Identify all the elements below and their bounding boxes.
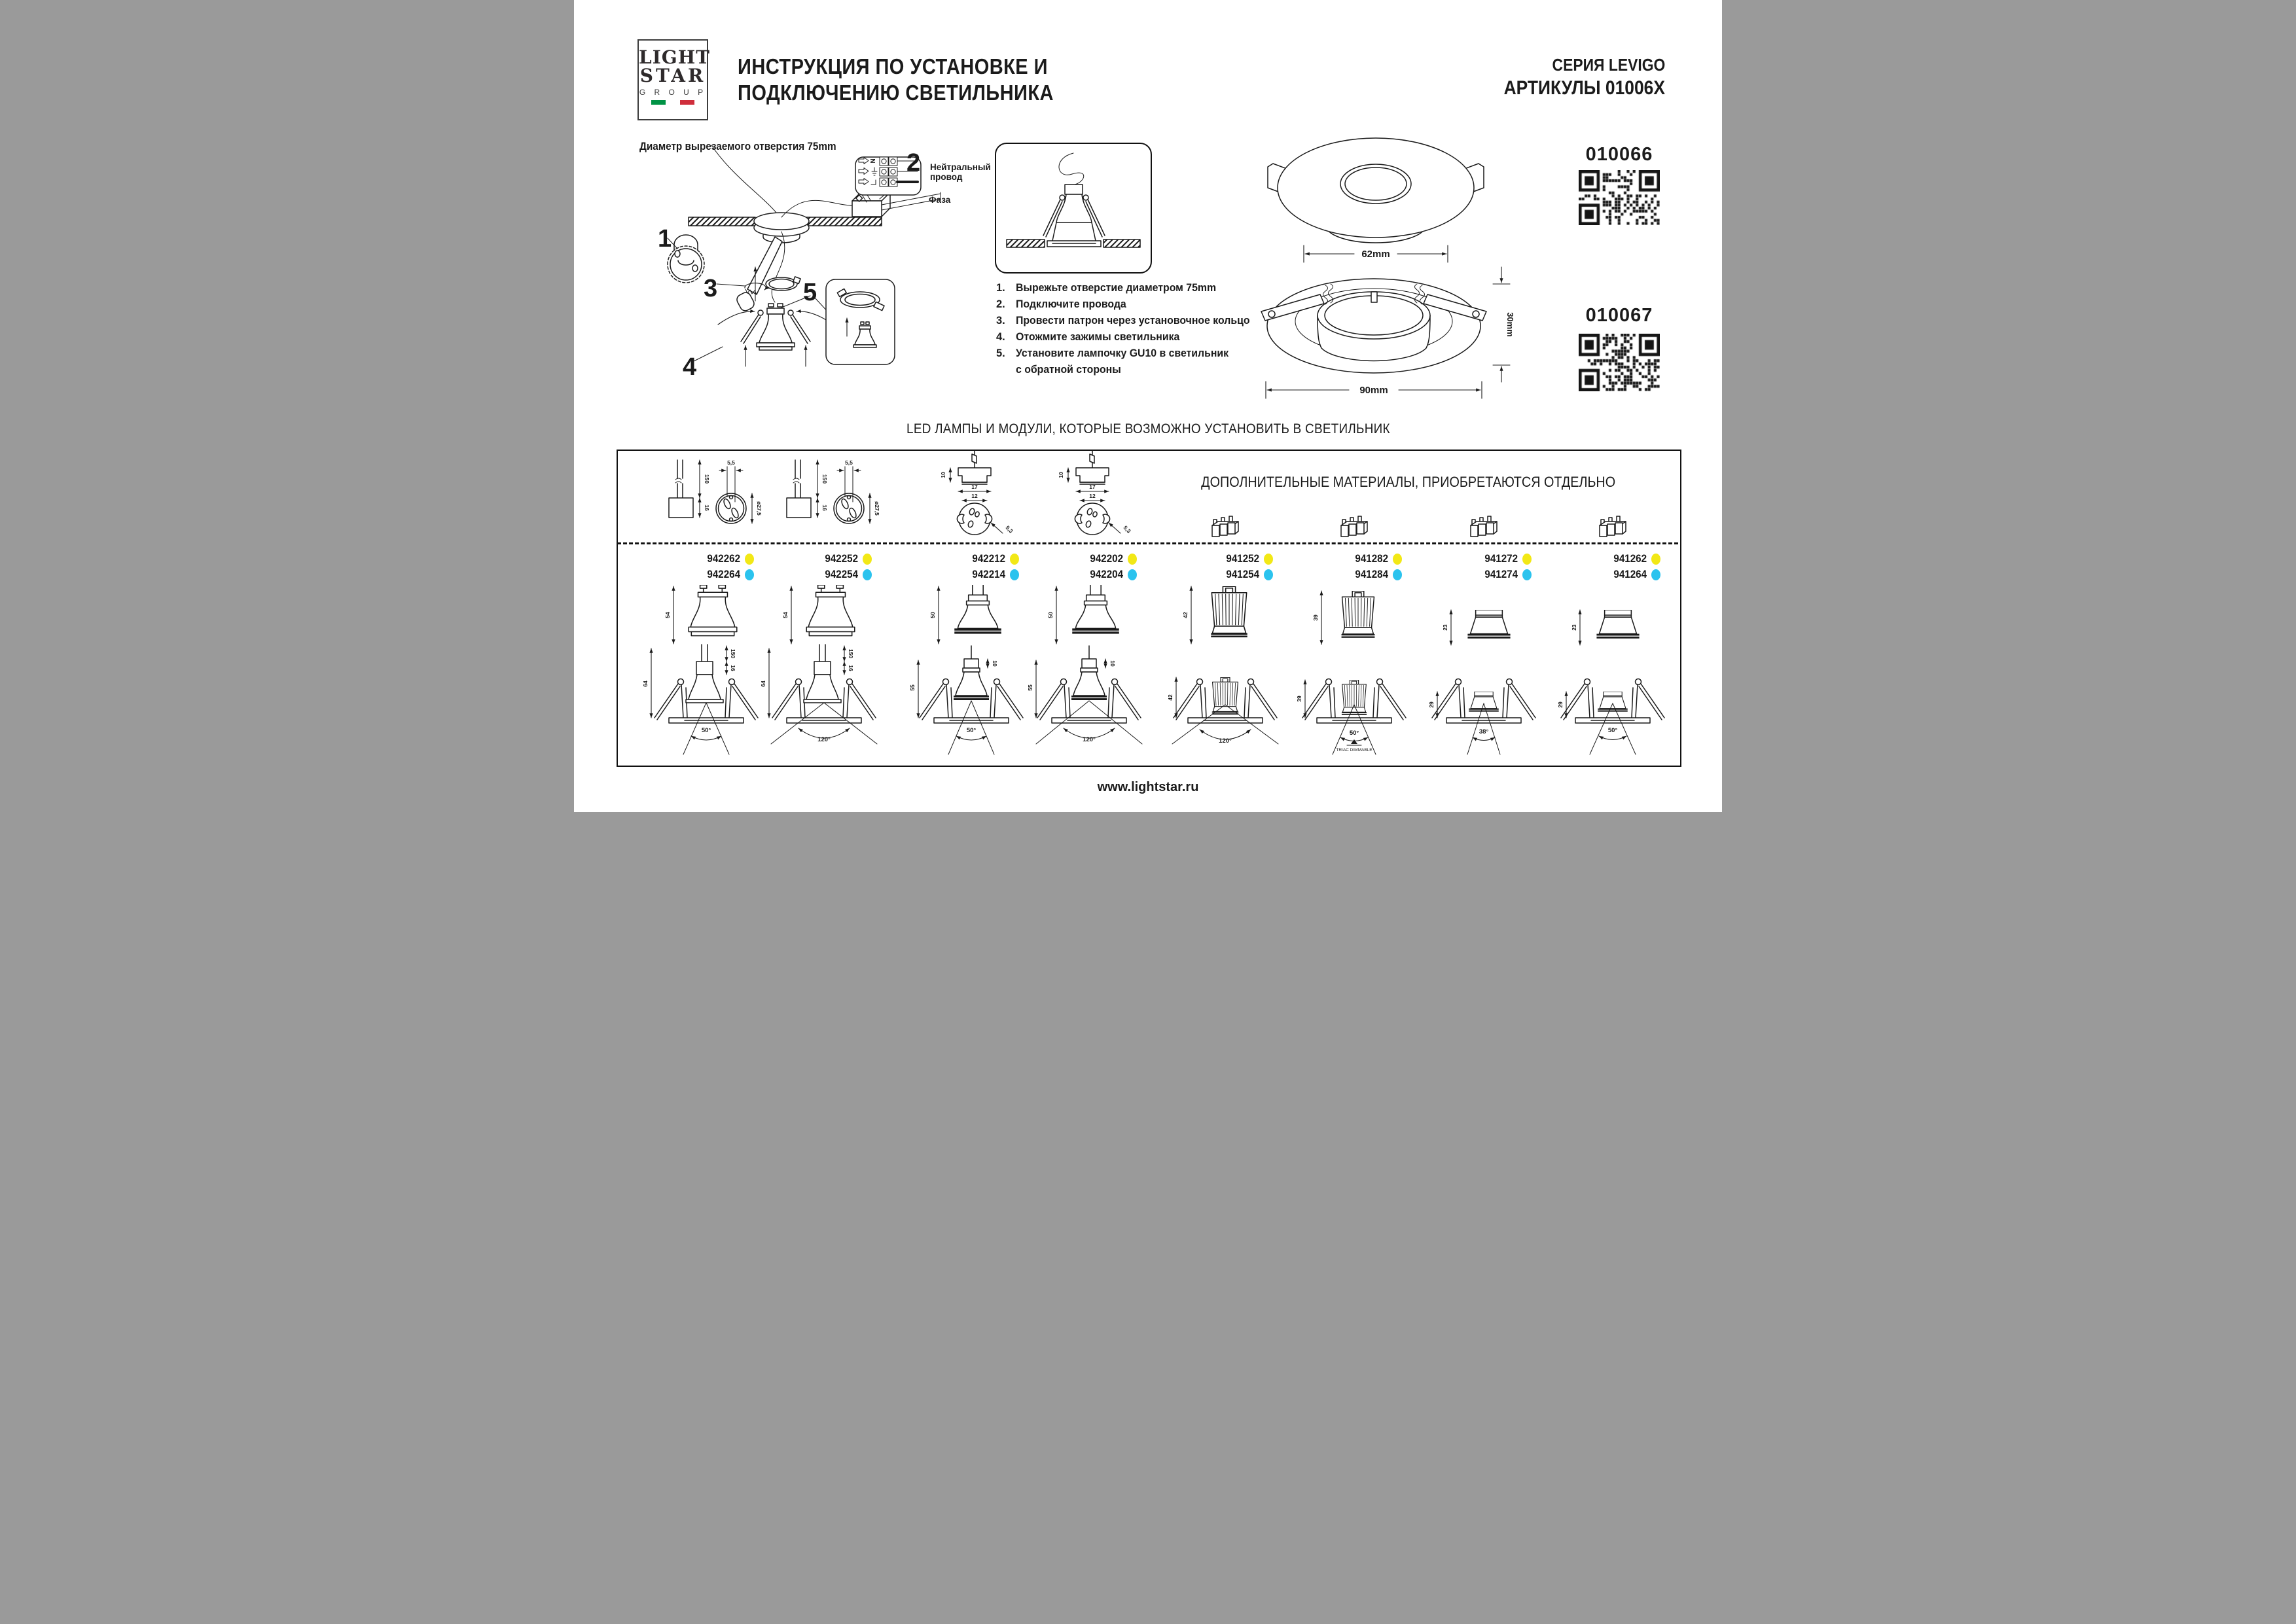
step-marker-3: 3 [704, 275, 718, 302]
dim-label: 29 [1428, 701, 1435, 708]
article-number: 941284 [1355, 569, 1388, 580]
dim-label: 150 [730, 648, 736, 659]
articles-label: АРТИКУЛЫ 01006X [1503, 77, 1665, 99]
instruction-step: 4. Отожмите зажимы светильника [996, 331, 1180, 343]
instruction-list [996, 280, 1250, 378]
warm-white-dot-icon [1651, 554, 1660, 565]
warm-white-dot-icon [1128, 554, 1137, 565]
lamp-column-942262 [644, 450, 768, 764]
article-list [1562, 553, 1660, 584]
instruction-sheet-page [574, 0, 1722, 812]
instruction-step: с обратной стороны [1016, 364, 1121, 376]
lamp-height-label: 39 [1312, 614, 1319, 621]
title-line-1: ИНСТРУКЦИЯ ПО УСТАНОВКЕ И [738, 54, 1048, 79]
step-marker-2: 2 [906, 149, 921, 177]
title-line-2: ПОДКЛЮЧЕНИЮ СВЕТИЛЬНИКА [738, 80, 1054, 105]
cool-white-dot-icon [1651, 569, 1660, 580]
lamp-column-942202 [1027, 450, 1151, 764]
lamp-column-941262 [1551, 450, 1675, 764]
warm-white-dot-icon [1522, 554, 1532, 565]
installed-fixture-drawing [644, 644, 768, 756]
cool-white-dot-icon [1128, 569, 1137, 580]
lamp-height-label: 50 [929, 612, 936, 618]
installed-fixture-drawing [762, 644, 886, 756]
article-number: 941252 [1226, 553, 1259, 565]
mr16-lamp-drawing [1047, 584, 1128, 649]
installed-fixture-drawing [1422, 644, 1546, 756]
article-number: 942202 [1090, 553, 1123, 565]
gu10-lamp-drawing [782, 584, 863, 649]
warm-white-dot-icon [1393, 554, 1402, 565]
wire-connector-icon [1206, 512, 1245, 543]
dim-label: 39 [1296, 696, 1302, 702]
dim-label: 5,5 [727, 459, 735, 466]
article-number: 941272 [1484, 553, 1518, 565]
dim-label: 64 [760, 680, 766, 687]
logo-word-star: STAR [639, 65, 706, 86]
dim-label: 150 [704, 474, 710, 484]
led-module-drawing [1444, 584, 1523, 649]
cool-white-dot-icon [863, 569, 872, 580]
article-number: 942264 [707, 569, 740, 580]
phase-label: Фаза [929, 195, 951, 205]
logo-word-group: G R O U P [639, 88, 707, 97]
dim-top-width-label: 62mm [1361, 249, 1390, 260]
beam-angle-label: 50° [1349, 730, 1359, 737]
fixture-overview-box [995, 143, 1152, 274]
beam-angle-label: 120° [1219, 737, 1232, 745]
triac-dimmable-label: TRIAC DIMMABLE [1336, 748, 1372, 752]
led-module-drawing [1573, 584, 1652, 649]
instruction-step: 1. Вырежьте отверстие диаметром 75mm [996, 282, 1217, 294]
beam-angle-label: 50° [701, 727, 711, 734]
qr-article-010067: 010067 [1585, 305, 1653, 326]
dim-label: 5,3 [1004, 524, 1014, 535]
lamp-column-942252 [762, 450, 886, 764]
product-top-view-drawing [1248, 128, 1503, 268]
cool-white-dot-icon [745, 569, 754, 580]
dim-label: 17 [971, 484, 978, 490]
dim-label: 150 [821, 474, 828, 484]
website-url: www.lightstar.ru [1097, 780, 1199, 794]
led-module-drawing [1312, 588, 1393, 649]
article-number: 941282 [1355, 553, 1388, 565]
lamp-height-label: 23 [1571, 624, 1577, 631]
article-number: 941274 [1484, 569, 1518, 580]
instruction-step: 5. Установите лампочку GU10 в светильник [996, 347, 1229, 359]
dim-label: 150 [848, 648, 854, 659]
dim-bottom-width-label: 90mm [1359, 385, 1388, 396]
neutral-wire-label: Нейтральный провод [930, 162, 991, 182]
qr-code-010067 [1579, 334, 1660, 391]
instruction-step: 3. Провести патрон через установочное кольцо [996, 315, 1250, 327]
series-label: СЕРИЯ LEVIGO [1552, 55, 1665, 75]
lamp-height-label: 54 [664, 612, 671, 618]
page-title [738, 54, 1097, 106]
dim-label: 55 [1027, 684, 1033, 691]
logo-word-light: LIGHT [639, 46, 710, 68]
article-list [656, 553, 754, 584]
lamp-height-label: 50 [1047, 612, 1054, 618]
article-number: 942212 [972, 553, 1005, 565]
article-list [1175, 553, 1273, 584]
installed-fixture-drawing [1292, 644, 1416, 756]
terminal-n-label: N [869, 158, 876, 164]
article-list [774, 553, 872, 584]
cool-white-dot-icon [1264, 569, 1273, 580]
warm-white-dot-icon [1010, 554, 1019, 565]
dim-label: 16 [730, 665, 736, 671]
step-marker-5: 5 [803, 279, 817, 306]
article-number: 942252 [825, 553, 858, 565]
lamp-column-941272 [1422, 450, 1546, 764]
dim-label: 10 [1058, 472, 1064, 478]
warm-white-dot-icon [863, 554, 872, 565]
dim-height-label: 30mm [1505, 312, 1515, 337]
beam-angle-label: 50° [1607, 727, 1618, 734]
mr16-socket-drawing [912, 451, 1030, 537]
article-number: 942214 [972, 569, 1005, 580]
dim-label: 10 [1109, 660, 1116, 667]
article-number: 942254 [825, 569, 858, 580]
lamp-column-941252 [1163, 450, 1287, 764]
wire-connector-icon [1464, 512, 1503, 543]
dim-label: 5,5 [845, 459, 853, 466]
product-bottom-view-drawing [1243, 260, 1515, 414]
lamp-height-label: 54 [782, 612, 789, 618]
dim-label: 64 [642, 680, 649, 687]
dim-label: 10 [992, 660, 998, 667]
lamp-column-942212 [909, 450, 1033, 764]
gu10-socket-drawing [647, 456, 765, 538]
wire-connector-icon [1593, 512, 1632, 543]
dim-label: 5,3 [1122, 524, 1132, 535]
dim-label: ø27,5 [874, 501, 880, 516]
article-number: 941264 [1613, 569, 1647, 580]
warm-white-dot-icon [1264, 554, 1273, 565]
beam-angle-label: 120° [817, 736, 831, 743]
fixture-overview-drawing [996, 144, 1151, 272]
step-marker-1: 1 [658, 225, 672, 253]
led-section-title: LED ЛАМПЫ И МОДУЛИ, КОТОРЫЕ ВОЗМОЖНО УСТАНОВИТЬ В СВЕТИЛЬНИК [906, 421, 1390, 436]
mr16-socket-drawing [1030, 451, 1148, 537]
article-number: 941254 [1226, 569, 1259, 580]
gu10-socket-drawing [765, 456, 883, 538]
beam-angle-label: 120° [1083, 736, 1096, 743]
lamp-height-label: 42 [1182, 612, 1189, 618]
lamp-column-941282 [1292, 450, 1416, 764]
wire-connector-icon [1335, 512, 1374, 543]
installed-fixture-drawing [1027, 644, 1151, 756]
article-number: 942204 [1090, 569, 1123, 580]
cool-white-dot-icon [1522, 569, 1532, 580]
beam-angle-label: 38° [1479, 728, 1489, 735]
installed-fixture-drawing [1163, 644, 1287, 756]
led-module-drawing [1182, 584, 1265, 649]
instruction-step: 2. Подключите провода [996, 298, 1126, 310]
qr-code-010066 [1579, 170, 1660, 225]
italian-flag-icon [651, 100, 694, 105]
article-list [1433, 553, 1532, 584]
dim-label: 55 [909, 684, 916, 691]
dim-label: 17 [1089, 484, 1096, 490]
lightstar-logo [637, 39, 708, 120]
hole-diameter-note: Диаметр вырезаемого отверстия 75mm [639, 140, 836, 152]
article-number: 942262 [707, 553, 740, 565]
installed-fixture-drawing [1551, 644, 1675, 756]
article-list [1039, 553, 1137, 584]
mr16-lamp-drawing [929, 584, 1011, 649]
dim-label: ø27,5 [756, 501, 762, 516]
warm-white-dot-icon [745, 554, 754, 565]
gu10-lamp-drawing [664, 584, 745, 649]
lamp-height-label: 23 [1442, 624, 1448, 631]
cool-white-dot-icon [1010, 569, 1019, 580]
dim-label: 42 [1167, 694, 1174, 701]
dim-label: 29 [1557, 701, 1564, 708]
qr-article-010066: 010066 [1585, 144, 1653, 165]
dim-label: 16 [704, 504, 710, 511]
step-marker-4: 4 [683, 353, 697, 381]
dim-label: 16 [848, 665, 854, 671]
dim-label: 12 [971, 493, 978, 499]
beam-angle-label: 50° [966, 727, 977, 734]
article-number: 941262 [1613, 553, 1647, 565]
article-list [1304, 553, 1402, 584]
dim-label: 12 [1089, 493, 1096, 499]
installed-fixture-drawing [909, 644, 1033, 756]
cool-white-dot-icon [1393, 569, 1402, 580]
extras-title: ДОПОЛНИТЕЛЬНЫЕ МАТЕРИАЛЫ, ПРИОБРЕТАЮТСЯ ОТДЕЛЬНО [1201, 474, 1616, 490]
article-list [921, 553, 1019, 584]
dim-label: 16 [821, 504, 828, 511]
dim-label: 10 [940, 472, 946, 478]
